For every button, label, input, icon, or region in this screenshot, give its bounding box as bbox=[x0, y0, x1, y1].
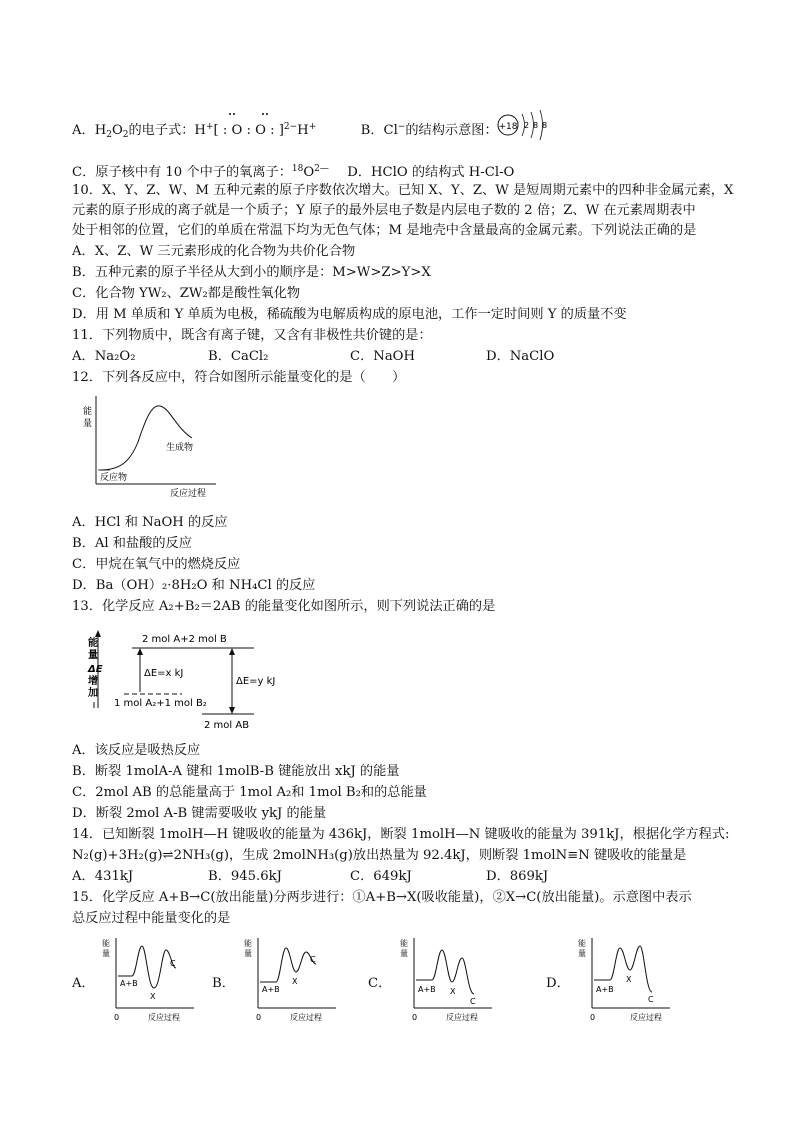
level-bottom-label: 2 mol AB bbox=[204, 720, 250, 731]
svg-text:0: 0 bbox=[114, 1013, 120, 1022]
delta-x-label: ΔE=x kJ bbox=[144, 668, 184, 679]
svg-text:C: C bbox=[170, 959, 176, 968]
q11-option-d: D．NaClO bbox=[486, 349, 555, 364]
svg-text:C: C bbox=[310, 955, 316, 964]
q13-option-c: C．2mol AB 的总能量高于 1mol A₂和 1mol B₂和的总能量 bbox=[72, 785, 427, 800]
svg-text:能: 能 bbox=[244, 939, 252, 948]
q13-option-b: B．断裂 1molA-A 键和 1molB-B 键能放出 xkJ 的能量 bbox=[72, 764, 400, 779]
x-axis-label: 反应过程 bbox=[170, 489, 207, 499]
svg-text:量: 量 bbox=[244, 949, 252, 958]
q9-a-formula: [ : O : O : ] bbox=[213, 123, 284, 138]
svg-text:能: 能 bbox=[578, 939, 586, 948]
svg-text:能: 能 bbox=[400, 939, 408, 948]
q11-option-c: C．NaOH bbox=[350, 349, 415, 364]
reactant-label: 反应物 bbox=[100, 473, 128, 483]
q9-c-text: C．原子核中有 10 个中子的氧离子： bbox=[72, 165, 292, 180]
svg-text:ΔE: ΔE bbox=[88, 664, 103, 675]
svg-text:反应过程: 反应过程 bbox=[630, 1013, 662, 1022]
svg-text:A+B: A+B bbox=[262, 985, 280, 994]
electron-dots bbox=[225, 111, 285, 119]
svg-text:X: X bbox=[450, 987, 456, 996]
svg-text:X: X bbox=[150, 992, 156, 1001]
q15-option-b-label: B． bbox=[212, 976, 235, 991]
svg-text:A+B: A+B bbox=[596, 985, 614, 994]
svg-text:C: C bbox=[470, 997, 476, 1006]
svg-text:A+B: A+B bbox=[120, 979, 138, 988]
q10-option-d: D．用 M 单质和 Y 单质为电极，稀硫酸为电解质构成的原电池，工作一定时间则 Y 的质量不变 bbox=[72, 307, 627, 322]
svg-text:量: 量 bbox=[102, 949, 110, 958]
atom-structure-diagram bbox=[494, 108, 554, 142]
svg-text:量: 量 bbox=[578, 949, 586, 958]
q15-diagram-b bbox=[242, 936, 338, 1024]
q11-option-b: B．CaCl₂ bbox=[208, 349, 269, 364]
level-top-label: 2 mol A+2 mol B bbox=[142, 634, 227, 645]
nucleus-charge: +18 bbox=[498, 122, 518, 132]
svg-text:能: 能 bbox=[102, 939, 110, 948]
q14-option-d: D．869kJ bbox=[486, 869, 549, 884]
shell-3: 8 bbox=[542, 121, 548, 130]
product-label: 生成物 bbox=[166, 443, 194, 453]
q11-options bbox=[72, 348, 554, 366]
svg-text:0: 0 bbox=[256, 1013, 262, 1022]
q11-stem: 11．下列物质中，既含有离子键，又含有非极性共价键的是： bbox=[72, 328, 432, 343]
q9-a-prefix: A．H bbox=[72, 123, 107, 138]
delta-y-label: ΔE=y kJ bbox=[236, 676, 276, 687]
y-axis-label-1: 能 bbox=[83, 407, 93, 417]
q12-option-b: B．Al 和盐酸的反应 bbox=[72, 536, 192, 551]
q15-diagram-a bbox=[100, 936, 196, 1024]
q15-option-c-label: C． bbox=[368, 976, 392, 991]
energy-curve bbox=[100, 406, 192, 470]
q10-stem-1: 10．X、Y、Z、W、M 五种元素的原子序数依次增大。已知 X、Y、Z、W 是短周期元素中的四种非金属元素，X bbox=[72, 183, 734, 198]
q14-stem-1: 14．已知断裂 1molH—H 键吸收的能量为 436kJ，断裂 1molH—N 键吸收的能量为 391kJ，根据化学方程式: bbox=[72, 827, 730, 842]
svg-text:A+B: A+B bbox=[418, 985, 436, 994]
q14-option-c: C．649kJ bbox=[350, 869, 412, 884]
y-axis-label-2: 量 bbox=[83, 419, 93, 429]
svg-text:能: 能 bbox=[88, 638, 98, 649]
svg-text:反应过程: 反应过程 bbox=[290, 1013, 322, 1022]
q14-option-a: A．431kJ bbox=[72, 869, 134, 884]
q10-option-c: C．化合物 YW₂、ZW₂都是酸性氧化物 bbox=[72, 286, 301, 301]
q10-stem-2: 元素的原子形成的离子就是一个质子；Y 原子的最外层电子数是内层电子数的 2 倍；Z、W 在元素周期表中 bbox=[72, 203, 696, 218]
q9-option-a-b: A．$H_2O_2$的电子式：H+[ : O : O : ]$^{2-}$H+ B．Cl−的结构示意图： bbox=[72, 122, 498, 140]
q12-option-a: A．HCl 和 NaOH 的反应 bbox=[72, 515, 228, 530]
q13-energy-diagram bbox=[84, 628, 294, 738]
q12-energy-diagram bbox=[80, 392, 220, 502]
shell-2: 8 bbox=[533, 121, 539, 130]
svg-text:反应过程: 反应过程 bbox=[446, 1013, 478, 1022]
svg-text:X: X bbox=[292, 977, 298, 986]
svg-text:C: C bbox=[648, 995, 654, 1004]
svg-text:量: 量 bbox=[400, 949, 408, 958]
q15-option-d-label: D． bbox=[546, 976, 570, 991]
q14-option-b: B．945.6kJ bbox=[208, 869, 282, 884]
svg-text:加: 加 bbox=[88, 688, 98, 699]
q11-option-a: A．Na₂O₂ bbox=[72, 349, 136, 364]
q13-stem: 13．化学反应 A₂+B₂＝2AB 的能量变化如图所示，则下列说法正确的是 bbox=[72, 599, 496, 614]
q14-stem-2: N₂(g)+3H₂(g)⇌2NH₃(g)，生成 2molNH₃(g)放出热量为 92.4kJ，则断裂 1molN≡N 键吸收的能量是 bbox=[72, 848, 687, 863]
q9-b-text: B．Cl bbox=[360, 123, 398, 138]
svg-text:0: 0 bbox=[412, 1013, 418, 1022]
curve-b bbox=[260, 948, 316, 982]
svg-text:0: 0 bbox=[590, 1013, 596, 1022]
q10-option-a: A．X、Z、W 三元素形成的化合物为共价化合物 bbox=[72, 244, 356, 259]
q15-stem-1: 15．化学反应 A+B→C(放出能量)分两步进行：①A+B→X(吸收能量)，②X→C(放出能量)。示意图中表示 bbox=[72, 890, 692, 905]
q9-option-c-d: C．原子核中有 10 个中子的氧离子：$^{18}O^{2—}$ D．HClO 的结构式 H-Cl-O bbox=[72, 164, 515, 180]
svg-text:量: 量 bbox=[88, 650, 98, 661]
svg-text:X: X bbox=[626, 975, 632, 984]
svg-text:增: 增 bbox=[88, 676, 98, 687]
q9-d-text: D．HClO 的结构式 H-Cl-O bbox=[347, 165, 515, 180]
shell-1: 2 bbox=[524, 121, 530, 130]
q15-option-a-label: A． bbox=[72, 976, 95, 991]
q15-stem-2: 总反应过程中能量变化的是 bbox=[72, 911, 231, 926]
q10-option-b: B．五种元素的原子半径从大到小的顺序是：M>W>Z>Y>X bbox=[72, 265, 431, 280]
q9-a-text: 的电子式：H bbox=[128, 123, 206, 138]
q13-option-a: A．该反应是吸热反应 bbox=[72, 743, 201, 758]
q13-option-d: D．断裂 2mol A-B 键需要吸收 ykJ 的能量 bbox=[72, 806, 327, 821]
q12-option-d: D．Ba（OH）₂·8H₂O 和 NH₄Cl 的反应 bbox=[72, 578, 316, 593]
level-mid-label: 1 mol A₂+1 mol B₂ bbox=[114, 698, 207, 709]
q15-diagram-d bbox=[576, 936, 672, 1024]
svg-text:反应过程: 反应过程 bbox=[148, 1013, 180, 1022]
q15-diagram-c bbox=[398, 936, 494, 1024]
q10-stem-3: 处于相邻的位置，它们的单质在常温下均为无色气体；M 是地壳中含量最高的金属元素。下列说法正确的是 bbox=[72, 223, 697, 238]
q12-option-c: C．甲烷在氧气中的燃烧反应 bbox=[72, 557, 241, 572]
q14-options bbox=[72, 868, 548, 886]
q12-stem: 12．下列各反应中，符合如图所示能量变化的是（ ） bbox=[72, 370, 406, 385]
